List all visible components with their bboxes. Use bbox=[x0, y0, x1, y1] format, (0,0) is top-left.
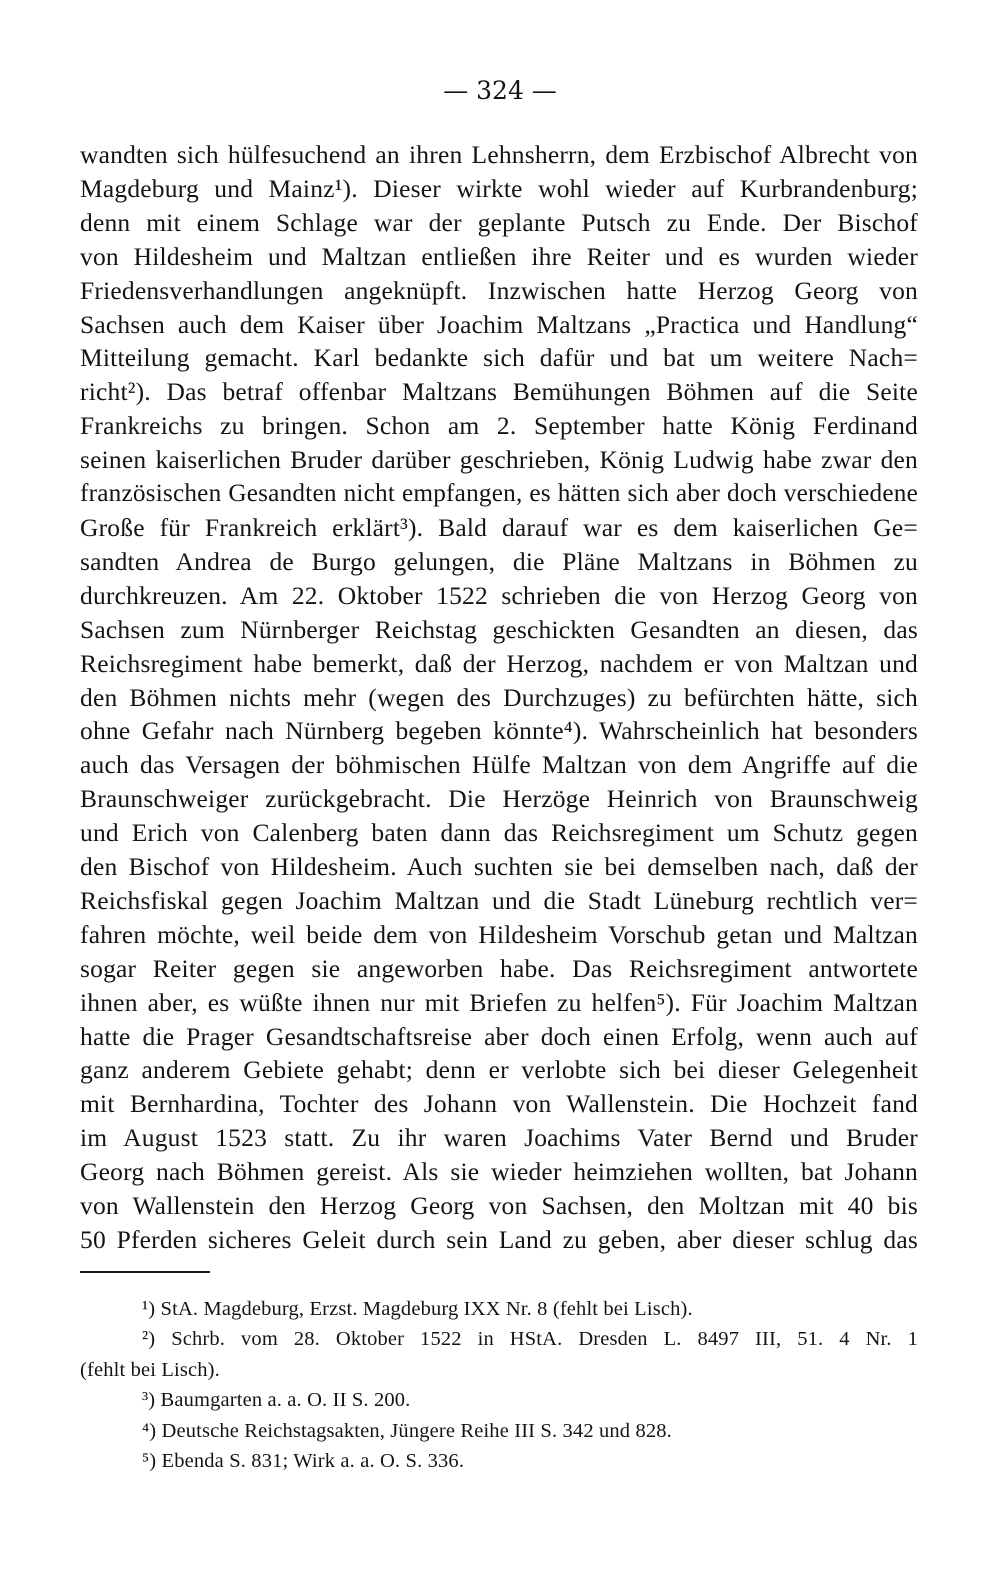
body-line: den Bischof von Hildesheim. Auch suchten sie bei demselben nach, daß der bbox=[80, 852, 918, 882]
body-line: Friedensverhandlungen angeknüpft. Inzwischen hatte Herzog Georg von bbox=[80, 275, 918, 305]
body-line: den Böhmen nichts mehr (wegen des Durchzuges) zu befürchten hätte, sich bbox=[80, 682, 918, 712]
footnotes bbox=[80, 1294, 918, 1476]
footnote-divider bbox=[80, 1271, 210, 1273]
body-line: wandten sich hülfesuchend an ihren Lehnsherrn, dem Erzbischof Albrecht von bbox=[80, 140, 918, 169]
body-line: Reichsfiskal gegen Joachim Maltzan und die Stadt Lüneburg rechtlich ver= bbox=[80, 885, 918, 915]
body-line: Magdeburg und Mainz¹). Dieser wirkte wohl wieder auf Kurbrandenburg; bbox=[80, 173, 918, 203]
body-line: Braunschweiger zurückgebracht. Die Herzöge Heinrich von Braunschweig bbox=[80, 784, 918, 814]
body-line: mit Bernhardina, Tochter des Johann von Wallenstein. Die Hochzeit fand bbox=[80, 1089, 918, 1119]
footnote-3: ³) Baumgarten a. a. O. II S. 200. bbox=[142, 1389, 411, 1412]
footnote-2: ²) Schrb. vom 28. Oktober 1522 in HStA. Dresden L. 8497 III, 51. 4 Nr. 1 bbox=[142, 1328, 918, 1351]
body-line: von Hildesheim und Maltzan entließen ihre Reiter und es wurden wieder bbox=[80, 241, 918, 271]
body-line: Sachsen auch dem Kaiser über Joachim Maltzans „Practica und Handlung“ bbox=[80, 309, 918, 339]
body-line: von Wallenstein den Herzog Georg von Sachsen, den Moltzan mit 40 bis bbox=[80, 1191, 918, 1221]
body-line: Frankreichs zu bringen. Schon am 2. September hatte König Ferdinand bbox=[80, 411, 918, 441]
body-line: ganz anderem Gebiete gehabt; denn er verlobte sich bei dieser Gelegenheit bbox=[80, 1055, 918, 1085]
body-line: durchkreuzen. Am 22. Oktober 1522 schrieben die von Herzog Georg von bbox=[80, 580, 918, 610]
body-line: ihnen aber, es wüßte ihnen nur mit Briefen zu helfen⁵). Für Joachim Maltzan bbox=[80, 987, 918, 1017]
body-line: im August 1523 statt. Zu ihr waren Joachims Vater Bernd und Bruder bbox=[80, 1123, 918, 1153]
footnote-4: ⁴) Deutsche Reichstagsakten, Jüngere Reihe III S. 342 und 828. bbox=[142, 1419, 672, 1442]
body-text bbox=[80, 138, 918, 1257]
page-number: — 324 — bbox=[443, 76, 557, 105]
body-line: richt²). Das betraf offenbar Maltzans Bemühungen Böhmen auf die Seite bbox=[80, 377, 918, 407]
body-line: Sachsen zum Nürnberger Reichstag geschickten Gesandten an diesen, das bbox=[80, 614, 918, 644]
footnote-1: ¹) StA. Magdeburg, Erzst. Magdeburg IXX Nr. 8 (fehlt bei Lisch). bbox=[142, 1298, 693, 1320]
body-line: hatte die Prager Gesandtschaftsreise aber doch einen Erfolg, wenn auch auf bbox=[80, 1021, 918, 1051]
body-line: fahren möchte, weil beide dem von Hildesheim Vorschub getan und Maltzan bbox=[80, 919, 918, 949]
body-line: französischen Gesandten nicht empfangen, es hätten sich aber doch verschiedene bbox=[80, 479, 918, 508]
body-line: seinen kaiserlichen Bruder darüber geschrieben, König Ludwig habe zwar den bbox=[80, 445, 918, 475]
body-line: 50 Pferden sicheres Geleit durch sein Land zu geben, aber dieser schlug das bbox=[80, 1225, 918, 1254]
body-line: denn mit einem Schlage war der geplante Putsch zu Ende. Der Bischof bbox=[80, 207, 918, 237]
body-line: Mitteilung gemacht. Karl bedankte sich dafür und bat um weitere Nach= bbox=[80, 343, 918, 373]
body-line: Reichsregiment habe bemerkt, daß der Herzog, nachdem er von Maltzan und bbox=[80, 648, 918, 678]
body-line: ohne Gefahr nach Nürnberg begeben könnte⁴). Wahrscheinlich hat besonders bbox=[80, 716, 918, 746]
body-line: Georg nach Böhmen gereist. Als sie wieder heimziehen wollten, bat Johann bbox=[80, 1157, 918, 1187]
body-line: Große für Frankreich erklärt³). Bald darauf war es dem kaiserlichen Ge= bbox=[80, 512, 918, 542]
footnote-2-continuation: (fehlt bei Lisch). bbox=[80, 1358, 220, 1381]
footnote-5: ⁵) Ebenda S. 831; Wirk a. a. O. S. 336. bbox=[142, 1450, 465, 1473]
body-line: sogar Reiter gegen sie angeworben habe. Das Reichsregiment antwortete bbox=[80, 953, 918, 983]
body-line: sandten Andrea de Burgo gelungen, die Pläne Maltzans in Böhmen zu bbox=[80, 546, 918, 576]
body-line: auch das Versagen der böhmischen Hülfe Maltzan von dem Angriffe auf die bbox=[80, 750, 918, 780]
body-line: und Erich von Calenberg baten dann das Reichsregiment um Schutz gegen bbox=[80, 818, 918, 848]
